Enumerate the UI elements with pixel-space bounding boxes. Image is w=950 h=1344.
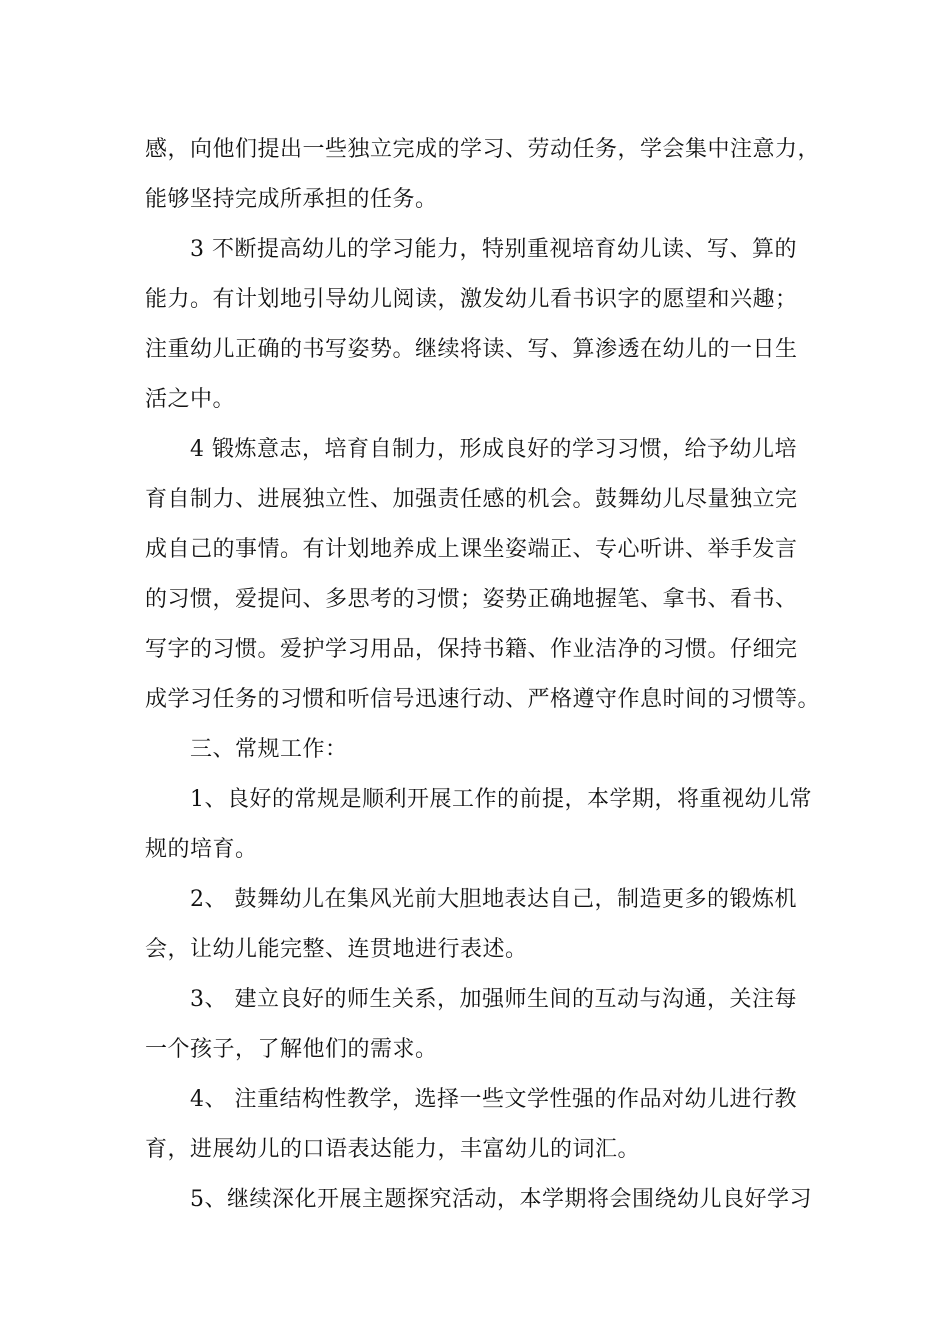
text-line: 成自己的事情。有计划地养成上课坐姿端正、专心听讲、举手发言 (145, 537, 798, 562)
text-line: 的习惯，爱提问、多思考的习惯；姿势正确地握笔、拿书、看书、 (145, 587, 798, 612)
text-line: 写字的习惯。爱护学习用品，保持书籍、作业洁净的习惯。仔细完 (145, 637, 798, 662)
text-line: 成学习任务的习惯和听信号迅速行动、严格遵守作息时间的习惯等。 (145, 687, 821, 712)
text-line: 能力。有计划地引导幼儿阅读，激发幼儿看书识字的愿望和兴趣； (145, 287, 798, 312)
text-line: 3、 建立良好的师生关系，加强师生间的互动与沟通，关注每 (190, 987, 797, 1012)
text-line: 感，向他们提出一些独立完成的学习、劳动任务，学会集中注意力， (145, 137, 821, 162)
text-line: 一个孩子，了解他们的需求。 (145, 1037, 438, 1062)
text-line: 育自制力、进展独立性、加强责任感的机会。鼓舞幼儿尽量独立完 (145, 487, 798, 512)
section-heading: 三、常规工作： (190, 737, 348, 762)
text-line: 会，让幼儿能完整、连贯地进行表述。 (145, 937, 528, 962)
text-line: 活之中。 (145, 387, 236, 412)
text-line: 5、继续深化开展主题探究活动，本学期将会围绕幼儿良好学习 (190, 1187, 812, 1212)
text-line: 4 锻炼意志，培育自制力，形成良好的学习习惯，给予幼儿培 (190, 437, 797, 462)
text-line: 3 不断提高幼儿的学习能力，特别重视培育幼儿读、写、算的 (190, 237, 797, 262)
text-line: 规的培育。 (145, 837, 258, 862)
text-line: 1、良好的常规是顺利开展工作的前提，本学期，将重视幼儿常 (190, 787, 812, 812)
text-line: 4、 注重结构性教学，选择一些文学性强的作品对幼儿进行教 (190, 1087, 797, 1112)
text-line: 2、 鼓舞幼儿在集风光前大胆地表达自己，制造更多的锻炼机 (190, 887, 797, 912)
text-line: 注重幼儿正确的书写姿势。继续将读、写、算渗透在幼儿的一日生 (145, 337, 798, 362)
text-line: 能够坚持完成所承担的任务。 (145, 187, 438, 212)
text-line: 育，进展幼儿的口语表达能力，丰富幼儿的词汇。 (145, 1137, 641, 1162)
